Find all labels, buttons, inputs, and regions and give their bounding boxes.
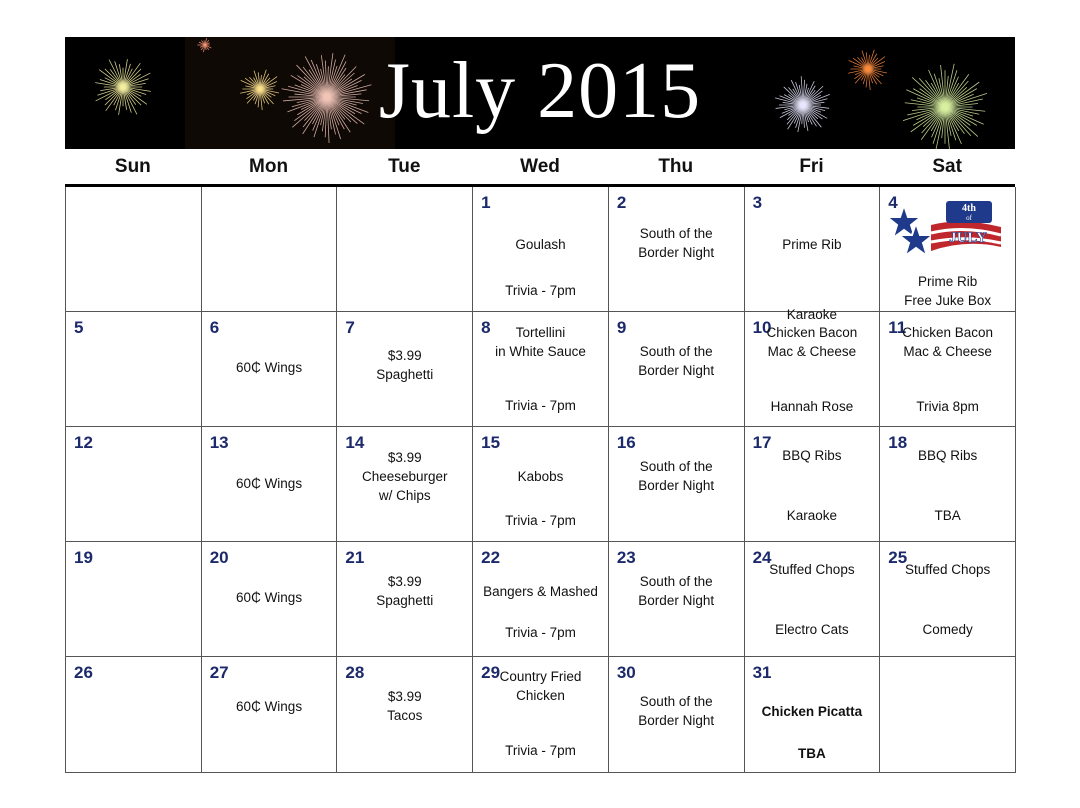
calendar-day-cell [337, 657, 473, 773]
weekday-wed: Wed [520, 156, 560, 177]
calendar-day-cell [337, 542, 473, 657]
day-number: 31 [752, 663, 772, 682]
day-number: 1 [481, 193, 491, 212]
calendar-day-cell [66, 187, 202, 312]
event-text: Goulash [515, 237, 566, 252]
day-events [609, 427, 744, 541]
event-text: 60₵ Wings [236, 698, 303, 714]
event-text: BBQ Ribs [782, 448, 842, 464]
day-number: 9 [616, 318, 627, 337]
event-text: Chicken Bacon Mac & Cheese [902, 324, 994, 359]
day-events [66, 312, 201, 426]
event-text: $3.99 Cheeseburger w/ Chips [362, 449, 448, 503]
event-text: Stuffed Chops [904, 562, 991, 578]
day-number: 3 [752, 193, 763, 212]
event-text: Hannah Rose [770, 398, 854, 414]
calendar-day-cell [609, 427, 745, 542]
calendar-day-cell [66, 657, 202, 773]
day-events [337, 427, 472, 541]
day-events [337, 657, 472, 772]
day-number: 18 [888, 433, 908, 452]
day-number: 17 [752, 433, 772, 452]
event-text: Karaoke [786, 508, 838, 524]
day-number: 26 [74, 663, 93, 682]
day-number: 10 [752, 318, 772, 337]
event-text: 60₵ Wings [236, 589, 303, 605]
calendar-day-cell [880, 312, 1016, 427]
day-events [66, 187, 201, 311]
calendar-day-cell [473, 657, 609, 773]
calendar-day-cell [609, 187, 745, 312]
event-text: Country Fried Chicken [499, 668, 582, 703]
day-events [745, 657, 880, 772]
calendar-day-cell [202, 187, 338, 312]
calendar-day-cell [337, 187, 473, 312]
event-text: Kabobs [517, 468, 564, 484]
event-text: TBA [798, 746, 826, 762]
event-text: Tortellini in White Sauce [495, 324, 586, 359]
weekday-tue: Tue [388, 156, 421, 177]
day-events [337, 312, 472, 426]
day-events [880, 542, 1015, 656]
day-number: 25 [888, 548, 908, 567]
calendar-day-cell [202, 312, 338, 427]
day-events [745, 427, 880, 541]
day-number: 14 [345, 433, 365, 452]
day-events [66, 427, 201, 541]
day-events [473, 427, 608, 541]
day-events [202, 427, 337, 541]
day-number: 4 [888, 193, 898, 212]
event-text: Trivia - 7pm [505, 283, 576, 299]
day-events [609, 187, 744, 311]
calendar-day-cell [745, 657, 881, 773]
weekday-thu: Thu [658, 156, 694, 177]
calendar-day-cell [473, 427, 609, 542]
weekday-sat: Sat [932, 156, 962, 177]
day-number: 28 [345, 663, 365, 682]
weekday-header [65, 150, 1015, 184]
day-number: 22 [481, 548, 501, 567]
calendar-day-cell [745, 312, 881, 427]
day-events [609, 657, 744, 772]
calendar-day-cell [880, 657, 1016, 773]
svg-text:4th: 4th [962, 203, 977, 214]
event-text: Karaoke [786, 307, 838, 322]
event-text: South of the Border Night [638, 226, 715, 261]
event-text: Trivia - 7pm [505, 397, 576, 413]
calendar-day-cell [609, 312, 745, 427]
calendar-day-cell [609, 657, 745, 773]
calendar-day-cell [66, 542, 202, 657]
day-events [880, 657, 1015, 772]
day-events [202, 312, 337, 426]
event-text: $3.99 Spaghetti [376, 347, 434, 382]
svg-text:of: of [966, 214, 973, 222]
event-text: $3.99 Tacos [387, 689, 423, 724]
calendar-day-cell [66, 312, 202, 427]
day-events [66, 657, 201, 772]
day-number: 11 [888, 318, 907, 337]
event-text: Trivia 8pm [916, 398, 979, 414]
day-events [609, 312, 744, 426]
event-text: 60₵ Wings [236, 475, 303, 491]
calendar-day-cell [880, 542, 1016, 657]
day-number: 13 [209, 433, 229, 452]
event-text: Chicken Bacon Mac & Cheese [766, 324, 858, 359]
calendar-day-cell [880, 187, 1016, 312]
day-number: 29 [481, 663, 501, 682]
day-events [473, 542, 608, 656]
day-events [880, 427, 1015, 541]
calendar-day-cell [337, 312, 473, 427]
day-events [473, 187, 608, 311]
day-events [337, 542, 472, 656]
fourth-of-july-logo [886, 195, 1008, 265]
event-text: 60₵ Wings [236, 359, 303, 375]
event-text: Trivia - 7pm [505, 742, 576, 758]
day-number: 15 [481, 433, 501, 452]
weekday-sun: Sun [114, 156, 151, 177]
day-number: 21 [345, 548, 365, 567]
day-number: 6 [209, 318, 220, 337]
calendar-day-cell [202, 657, 338, 773]
day-number: 12 [74, 433, 93, 452]
event-text: BBQ Ribs [917, 448, 978, 464]
day-number: 7 [345, 318, 355, 337]
day-events [609, 542, 744, 656]
day-events [202, 657, 337, 772]
event-text: Stuffed Chops [769, 562, 855, 578]
day-number: 24 [752, 548, 772, 567]
calendar-day-cell [66, 427, 202, 542]
event-text: South of the Border Night [638, 694, 715, 729]
day-events [337, 187, 472, 311]
weekday-fri: Fri [799, 156, 824, 177]
day-number: 27 [209, 663, 229, 682]
calendar-grid [65, 187, 1016, 773]
event-text: Prime Rib [782, 237, 842, 252]
event-text: Prime Rib Free Juke Box [904, 273, 992, 308]
calendar-day-cell [473, 312, 609, 427]
weekday-mon: Mon [249, 156, 289, 177]
event-text: Trivia - 7pm [505, 512, 576, 528]
day-events [745, 542, 880, 656]
day-number: 2 [616, 193, 627, 212]
day-number: 23 [616, 548, 636, 567]
calendar-day-cell [745, 427, 881, 542]
event-text: Comedy [922, 621, 973, 637]
calendar-day-cell [880, 427, 1016, 542]
day-number: 30 [616, 663, 636, 682]
calendar-day-cell [745, 187, 881, 322]
event-text: $3.99 Spaghetti [376, 574, 434, 609]
event-text: South of the Border Night [638, 344, 715, 379]
page-title: July 2015 [378, 47, 702, 135]
header-banner [65, 37, 1015, 149]
day-events [202, 542, 337, 656]
day-number: 16 [616, 433, 636, 452]
calendar-day-cell [202, 427, 338, 542]
calendar-day-cell [337, 427, 473, 542]
day-events [202, 187, 337, 311]
day-events [473, 657, 608, 772]
event-text: Bangers & Mashed [483, 583, 598, 599]
calendar-day-cell [473, 542, 609, 657]
calendar-day-cell [473, 187, 609, 312]
day-events [880, 312, 1015, 426]
event-text: TBA [934, 508, 961, 524]
event-text: Electro Cats [775, 621, 849, 637]
calendar-day-cell [202, 542, 338, 657]
day-number: 8 [481, 318, 491, 337]
day-number: 19 [74, 548, 93, 567]
calendar-day-cell [745, 542, 881, 657]
event-text: South of the Border Night [638, 459, 715, 494]
day-events [473, 312, 608, 426]
event-text: Chicken Picatta [761, 703, 863, 719]
calendar-day-cell [609, 542, 745, 657]
day-events [745, 187, 880, 322]
day-events [66, 542, 201, 656]
day-number: 5 [74, 318, 84, 337]
event-text: Trivia - 7pm [505, 625, 576, 641]
day-number: 20 [209, 548, 229, 567]
day-events [745, 312, 880, 426]
svg-text:JULY: JULY [949, 230, 988, 246]
event-text: South of the Border Night [638, 574, 715, 609]
